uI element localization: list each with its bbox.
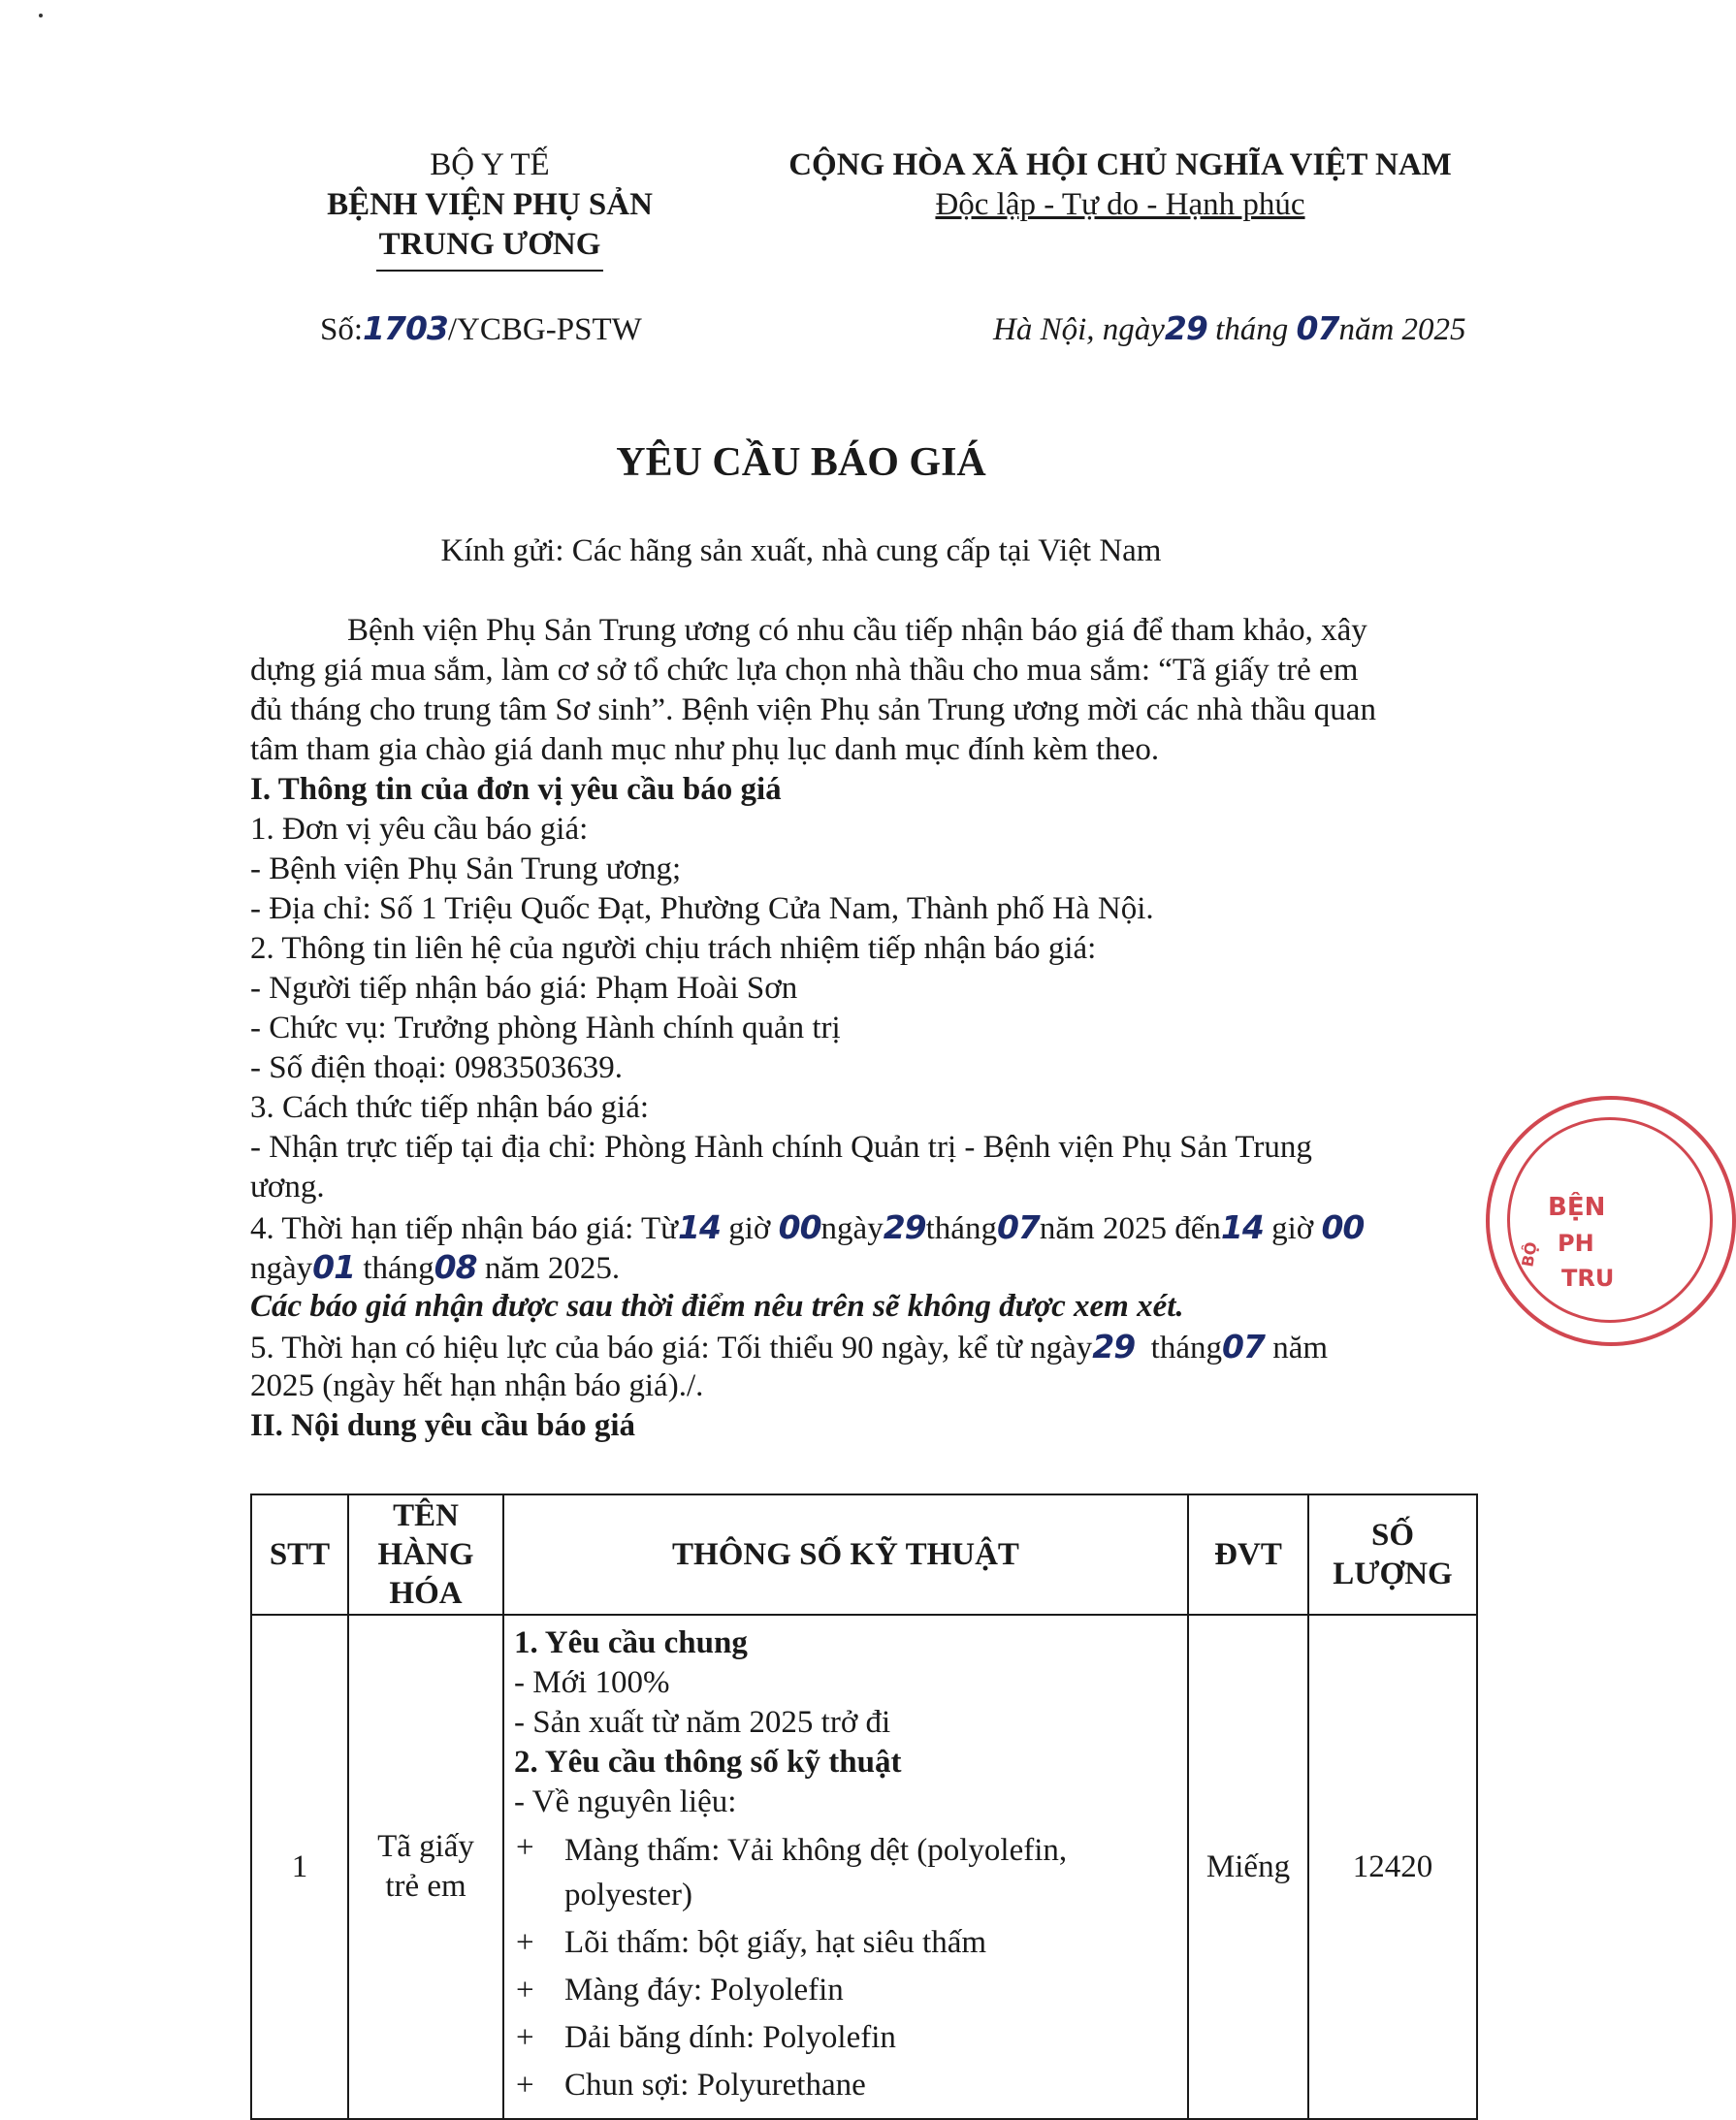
spec-material-item [514, 1923, 1177, 1963]
date-day-handwritten: 29 [1164, 309, 1207, 347]
plus-bullet: + [516, 1925, 534, 1960]
table-header-row [251, 1494, 1477, 1615]
item-4-text: tháng [363, 1251, 434, 1286]
spec-material-item [514, 2018, 1177, 2058]
spec-material-item [514, 1971, 1177, 2010]
spec-heading-technical: 2. Yêu cầu thông số kỹ thuật [514, 1745, 902, 1780]
item-4-minute-end: 00 [1321, 1208, 1365, 1246]
item-5-day: 29 [1092, 1328, 1136, 1365]
issuer-block [252, 145, 727, 265]
header-item-name-line: TÊN [393, 1498, 459, 1533]
date-month-handwritten: 07 [1296, 309, 1339, 347]
item-4-line1 [250, 1207, 1364, 1249]
stamp-inner-ring [1507, 1117, 1713, 1323]
page-title: YÊU CẦU BÁO GIÁ [616, 440, 986, 485]
item-5-text: năm [1272, 1331, 1329, 1365]
header-quantity-line: SỐ [1370, 1518, 1415, 1553]
document-number [320, 308, 642, 350]
item-4-day-start: 29 [883, 1208, 926, 1246]
document-date [993, 308, 1466, 350]
spec-heading-general: 1. Yêu cầu chung [514, 1625, 748, 1660]
red-seal-stamp [1486, 1096, 1736, 1346]
intro-line: Bệnh viện Phụ Sản Trung ương có nhu cầu tiếp nhận báo giá để tham khảo, xây [347, 613, 1367, 648]
hospital-name-line2: TRUNG ƯƠNG [378, 227, 601, 262]
item-4-text: năm 2025. [484, 1251, 621, 1286]
item-5-month: 07 [1222, 1328, 1265, 1365]
item-4-text: năm 2025 đến [1039, 1211, 1221, 1246]
date-place: Hà Nội, ngày [993, 312, 1165, 347]
nation-name: CỘNG HÒA XÃ HỘI CHỦ NGHĨA VIỆT NAM [788, 147, 1452, 182]
item-4-minute-start: 00 [778, 1208, 821, 1246]
date-year: năm 2025 [1338, 312, 1466, 347]
item-4-day-end: 01 [312, 1248, 356, 1286]
doc-number-prefix: Số: [320, 312, 364, 347]
nation-motto: Độc lập - Tự do - Hạnh phúc [935, 187, 1305, 222]
spec-content [504, 1616, 1187, 2105]
stamp-text: BỘ [1518, 1240, 1541, 1269]
doc-number-handwritten: 1703 [363, 309, 448, 347]
item-4-text: giờ [1271, 1211, 1314, 1246]
plus-bullet: + [516, 2068, 534, 2103]
section-1-line: 2. Thông tin liên hệ của người chịu trách nhiệm tiếp nhận báo giá: [250, 931, 1097, 966]
cell-stt: 1 [251, 1615, 348, 2119]
item-4-hour-start: 14 [678, 1208, 721, 1246]
header-item-name [348, 1494, 503, 1615]
table-row [251, 1615, 1477, 2119]
nation-block [737, 145, 1503, 225]
header-quantity [1308, 1494, 1477, 1615]
spec-material-text: Màng thấm: Vải không dệt (polyolefin, polyester) [564, 1833, 1068, 1912]
section-2-title: II. Nội dung yêu cầu báo giá [250, 1408, 636, 1443]
header-spec: THÔNG SỐ KỸ THUẬT [503, 1494, 1188, 1615]
spec-material-item [514, 2066, 1177, 2105]
stamp-text: PH [1558, 1230, 1594, 1257]
item-4-text: ngày [250, 1251, 313, 1286]
cell-item-name [348, 1615, 503, 2119]
spec-material-text: Dải băng dính: Polyolefin [564, 2020, 896, 2055]
item-5-text: tháng [1150, 1331, 1222, 1365]
item-4-hour-end: 14 [1220, 1208, 1264, 1246]
doc-number-suffix: /YCBG-PSTW [447, 312, 642, 347]
item-4-month-start: 07 [996, 1208, 1040, 1246]
plus-bullet: + [516, 1830, 534, 1865]
greeting: Kính gửi: Các hãng sản xuất, nhà cung cấp tại Việt Nam [440, 533, 1162, 568]
section-1-line: ương. [250, 1170, 325, 1205]
item-4-text: 4. Thời hạn tiếp nhận báo giá: Từ [250, 1211, 679, 1246]
header-quantity-line: LƯỢNG [1333, 1557, 1453, 1591]
section-1-line: 3. Cách thức tiếp nhận báo giá: [250, 1090, 650, 1125]
item-name-line: Tã giấy [377, 1829, 474, 1864]
intro-line: đủ tháng cho trung tâm Sơ sinh”. Bệnh viện Phụ sản Trung ương mời các nhà thầu quan [250, 692, 1376, 727]
item-4-line2 [250, 1247, 620, 1289]
header-stt: STT [251, 1494, 348, 1615]
cell-quantity: 12420 [1308, 1615, 1477, 2119]
item-5-text: 5. Thời hạn có hiệu lực của báo giá: Tối thiểu 90 ngày, kể từ ngày [250, 1331, 1093, 1365]
spec-line: - Sản xuất từ năm 2025 trở đi [514, 1705, 891, 1740]
spec-material-text: Chun sợi: Polyurethane [564, 2068, 866, 2103]
item-5-line2: 2025 (ngày hết hạn nhận báo giá)./. [250, 1368, 704, 1403]
spec-material-text: Màng đáy: Polyolefin [564, 1973, 844, 2008]
late-submission-warning: Các báo giá nhận được sau thời điểm nêu trên sẽ không được xem xét. [250, 1289, 1184, 1324]
section-1-line: - Người tiếp nhận báo giá: Phạm Hoài Sơn [250, 971, 798, 1006]
cell-unit: Miếng [1188, 1615, 1308, 2119]
section-1-line: - Chức vụ: Trưởng phòng Hành chính quản trị [250, 1011, 841, 1045]
item-4-text: ngày [820, 1211, 884, 1246]
item-name-line: trẻ em [385, 1869, 466, 1904]
item-4-month-end: 08 [434, 1248, 477, 1286]
plus-bullet: + [516, 2020, 534, 2055]
ministry-name: BỘ Y TẾ [430, 147, 550, 182]
item-4-text: tháng [925, 1211, 997, 1246]
stamp-text: BỆN [1548, 1193, 1606, 1222]
stamp-text: TRU [1561, 1265, 1615, 1292]
header-item-name-line: HÀNG [377, 1537, 474, 1572]
intro-line: tâm tham gia chào giá danh mục như phụ lục danh mục đính kèm theo. [250, 732, 1160, 767]
item-5-line1 [250, 1327, 1328, 1368]
header-unit: ĐVT [1188, 1494, 1308, 1615]
intro-line: dựng giá mua sắm, làm cơ sở tổ chức lựa chọn nhà thầu cho mua sắm: “Tã giấy trẻ em [250, 653, 1359, 688]
item-4-text: giờ [728, 1211, 771, 1246]
spec-material-text: Lõi thấm: bột giấy, hạt siêu thấm [564, 1925, 987, 1960]
date-month-label: tháng [1206, 312, 1297, 347]
cell-spec [503, 1615, 1188, 2119]
spec-line: - Mới 100% [514, 1665, 670, 1700]
section-1-line: - Nhận trực tiếp tại địa chỉ: Phòng Hành chính Quản trị - Bệnh viện Phụ Sản Trung [250, 1130, 1312, 1165]
plus-bullet: + [516, 1973, 534, 2008]
section-1-line: - Số điện thoại: 0983503639. [250, 1050, 624, 1085]
section-1-line: - Địa chỉ: Số 1 Triệu Quốc Đạt, Phường Cửa Nam, Thành phố Hà Nội. [250, 891, 1154, 926]
section-1-line: - Bệnh viện Phụ Sản Trung ương; [250, 851, 682, 886]
hospital-name-line1: BỆNH VIỆN PHỤ SẢN [327, 187, 653, 222]
scan-speck [39, 14, 43, 17]
spec-material-item [514, 1828, 1177, 1917]
section-1-title: I. Thông tin của đơn vị yêu cầu báo giá [250, 772, 782, 807]
issuer-underline [376, 270, 603, 272]
section-1-line: 1. Đơn vị yêu cầu báo giá: [250, 812, 589, 847]
quotation-table [250, 1494, 1478, 2120]
header-item-name-line: HÓA [389, 1576, 463, 1611]
spec-line: - Về nguyên liệu: [514, 1784, 737, 1819]
